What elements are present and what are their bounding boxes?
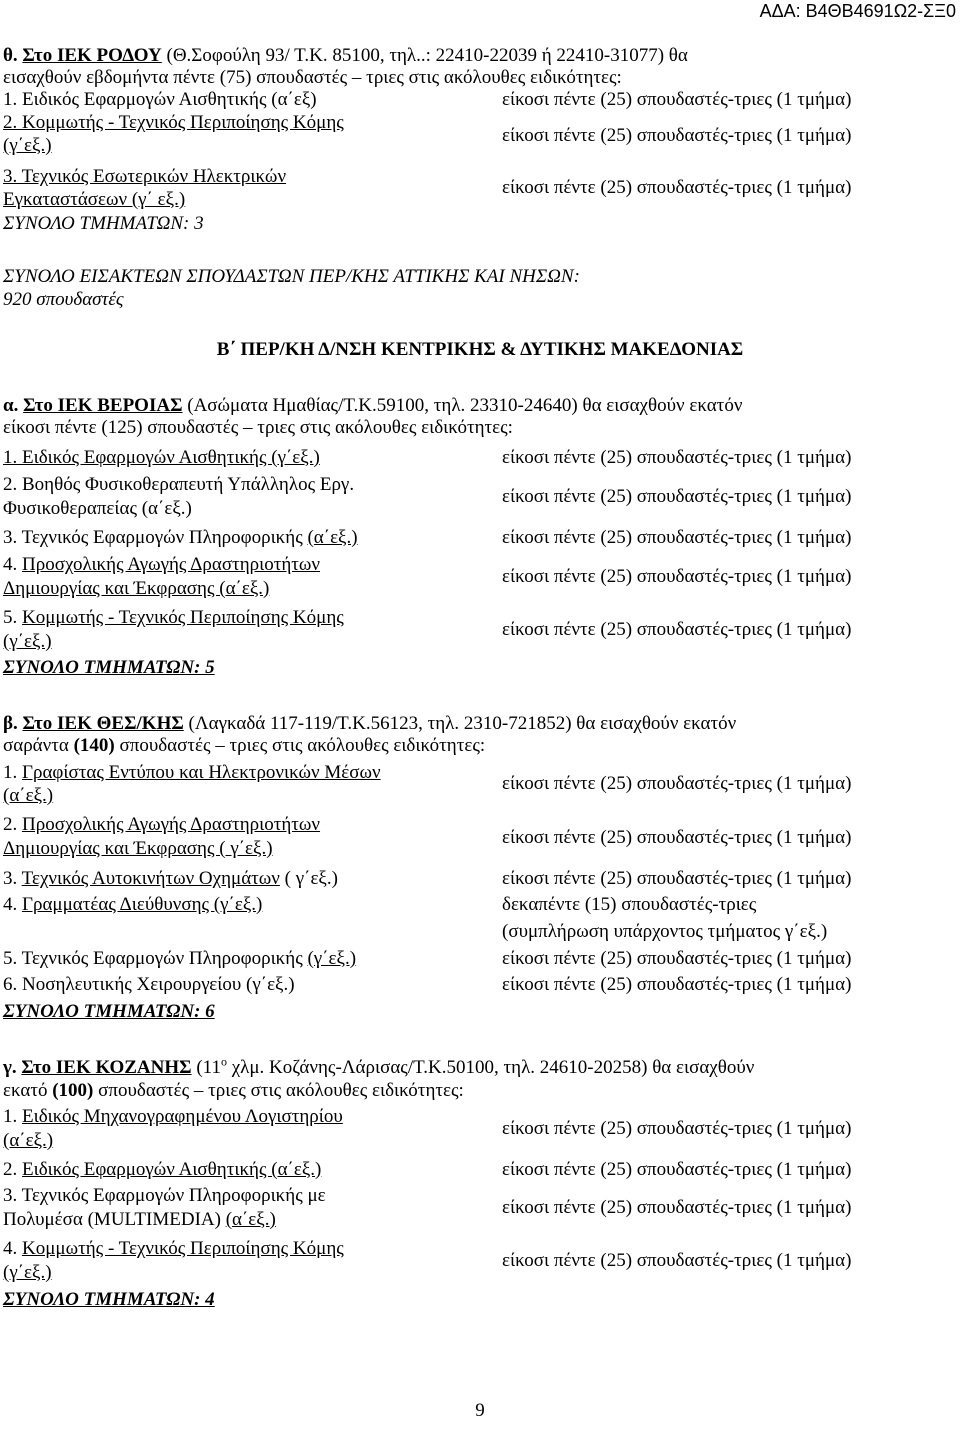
beta-intro-line2: σαράντα (140) σπουδαστές – τριες στις ακόλουθες ειδικότητες: — [3, 735, 486, 756]
beta-spec-4: 4. Γραμματέας Διεύθυνσης (γ΄εξ.) — [3, 894, 263, 915]
theta-intro-line2: εισαχθούν εβδομήντα πέντε (75) σπουδαστές – τριες στις ακόλουθες ειδικότητες: — [3, 67, 622, 88]
gamma-intro-line1: γ. Στο ΙΕΚ ΚΟΖΑΝΗΣ ($11^o$ χλμ. Κοζάνης-Λάρισας/Τ.Κ.50100, τηλ. 24610-20258) θα εισαχθούν — [3, 1054, 755, 1078]
alpha-spec-4-a: 4. Προσχολικής Αγωγής Δραστηριοτήτων — [3, 554, 321, 575]
alpha-spec-5-seats: είκοσι πέντε (25) σπουδαστές-τριες (1 τμήμα) — [502, 619, 852, 640]
gamma-spec-3-seats: είκοσι πέντε (25) σπουδαστές-τριες (1 τμήμα) — [502, 1197, 852, 1218]
alpha-spec-3: 3. Τεχνικός Εφαρμογών Πληροφορικής (α΄εξ.) — [3, 527, 358, 548]
beta-spec-4-seats-1: δεκαπέντε (15) σπουδαστές-τριες — [502, 894, 757, 915]
beta-iek-name: Στο ΙΕΚ ΘΕΣ/ΚΗΣ — [22, 713, 184, 734]
beta-spec-5: 5. Τεχνικός Εφαρμογών Πληροφορικής (γ΄εξ.) — [3, 948, 357, 969]
alpha-spec-3-seats: είκοσι πέντε (25) σπουδαστές-τριες (1 τμήμα) — [502, 527, 852, 548]
alpha-intro-line1: α. Στο ΙΕΚ ΒΕΡΟΙΑΣ (Ασώματα Ημαθίας/Τ.Κ.59100, τηλ. 23310-24640) θα εισαχθούν εκατόν — [3, 395, 743, 416]
alpha-spec-4-seats: είκοσι πέντε (25) σπουδαστές-τριες (1 τμήμα) — [502, 566, 852, 587]
theta-spec-1-seats: είκοσι πέντε (25) σπουδαστές-τριες (1 τμήμα) — [502, 89, 852, 110]
beta-spec-2-seats: είκοσι πέντε (25) σπουδαστές-τριες (1 τμήμα) — [502, 827, 852, 848]
theta-spec-3-b: Εγκαταστάσεων (γ΄ εξ.) — [3, 189, 186, 210]
beta-intro-line1: β. Στο ΙΕΚ ΘΕΣ/ΚΗΣ (Λαγκαδά 117-119/Τ.Κ.56123, τηλ. 2310-721852) θα εισαχθούν εκατόν — [3, 713, 737, 734]
alpha-total: ΣΥΝΟΛΟ ΤΜΗΜΑΤΩΝ: 5 — [3, 657, 215, 678]
gamma-spec-2-seats: είκοσι πέντε (25) σπουδαστές-τριες (1 τμήμα) — [502, 1159, 852, 1180]
gamma-spec-1-seats: είκοσι πέντε (25) σπουδαστές-τριες (1 τμήμα) — [502, 1118, 852, 1139]
beta-total: ΣΥΝΟΛΟ ΤΜΗΜΑΤΩΝ: 6 — [3, 1001, 215, 1022]
beta-spec-5-seats: είκοσι πέντε (25) σπουδαστές-τριες (1 τμήμα) — [502, 948, 852, 969]
beta-spec-1-b: (α΄εξ.) — [3, 785, 54, 806]
gamma-spec-4-seats: είκοσι πέντε (25) σπουδαστές-τριες (1 τμήμα) — [502, 1250, 852, 1271]
ada-header: ΑΔΑ: Β4ΘΒ4691Ω2-ΣΞ0 — [759, 1, 956, 21]
theta-intro-line1: θ. Στο ΙΕΚ ΡΟΔΟΥ (Θ.Σοφούλη 93/ Τ.Κ. 85100, τηλ..: 22410-22039 ή 22410-31077) θα — [3, 45, 688, 66]
theta-iek-name: Στο ΙΕΚ ΡΟΔΟΥ — [22, 45, 162, 66]
alpha-spec-1-seats: είκοσι πέντε (25) σπουδαστές-τριες (1 τμήμα) — [502, 447, 852, 468]
alpha-spec-1: 1. Ειδικός Εφαρμογών Αισθητικής (γ΄εξ.) — [3, 447, 320, 468]
beta-spec-6: 6. Νοσηλευτικής Χειρουργείου (γ΄εξ.) — [3, 974, 295, 995]
beta-spec-3-seats: είκοσι πέντε (25) σπουδαστές-τριες (1 τμήμα) — [502, 868, 852, 889]
gamma-total: ΣΥΝΟΛΟ ΤΜΗΜΑΤΩΝ: 4 — [3, 1289, 215, 1310]
theta-total: ΣΥΝΟΛΟ ΤΜΗΜΑΤΩΝ: 3 — [3, 213, 204, 234]
gamma-spec-4-b: (γ΄εξ.) — [3, 1262, 52, 1283]
gamma-spec-1-a: 1. Ειδικός Μηχανογραφημένου Λογιστηρίου — [3, 1106, 343, 1127]
alpha-spec-4-b: Δημιουργίας και Έκφρασης (α΄εξ.) — [3, 578, 270, 599]
theta-spec-2-seats: είκοσι πέντε (25) σπουδαστές-τριες (1 τμήμα) — [502, 125, 852, 146]
attica-total-line1: ΣΥΝΟΛΟ ΕΙΣΑΚΤΕΩΝ ΣΠΟΥΔΑΣΤΩΝ ΠΕΡ/ΚΗΣ ΑΤΤΙΚΗΣ ΚΑΙ ΝΗΣΩΝ: — [3, 266, 580, 287]
section-b-heading: Β΄ ΠΕΡ/ΚΗ Δ/ΝΣΗ ΚΕΝΤΡΙΚΗΣ & ΔΥΤΙΚΗΣ ΜΑΚΕΔΟΝΙΑΣ — [216, 339, 744, 360]
beta-spec-2-b: Δημιουργίας και Έκφρασης ( γ΄εξ.) — [3, 838, 273, 859]
gamma-spec-3-b: Πολυμέσα (MULTIMEDIA) (α΄εξ.) — [3, 1209, 276, 1230]
gamma-spec-1-b: (α΄εξ.) — [3, 1130, 54, 1151]
beta-spec-3: 3. Τεχνικός Αυτοκινήτων Οχημάτων ( γ΄εξ.) — [3, 868, 338, 889]
page-number: 9 — [475, 1400, 485, 1421]
beta-spec-4-seats-2: (συμπλήρωση υπάρχοντος τμήματος γ΄εξ.) — [502, 921, 828, 942]
theta-spec-3-seats: είκοσι πέντε (25) σπουδαστές-τριες (1 τμήμα) — [502, 177, 852, 198]
alpha-spec-2-seats: είκοσι πέντε (25) σπουδαστές-τριες (1 τμήμα) — [502, 486, 852, 507]
alpha-spec-2-a: 2. Βοηθός Φυσικοθεραπευτή Υπάλληλος Εργ. — [3, 474, 355, 495]
gamma-spec-4-a: 4. Κομμωτής - Τεχνικός Περιποίησης Κόμης — [3, 1238, 344, 1259]
gamma-iek-name: Στο ΙΕΚ ΚΟΖΑΝΗΣ — [21, 1057, 192, 1078]
beta-spec-1-a: 1. Γραφίστας Εντύπου και Ηλεκτρονικών Μέσων — [3, 762, 381, 783]
gamma-spec-3-a: 3. Τεχνικός Εφαρμογών Πληροφορικής με — [3, 1185, 326, 1206]
beta-spec-2-a: 2. Προσχολικής Αγωγής Δραστηριοτήτων — [3, 814, 321, 835]
alpha-spec-5-b: (γ΄εξ.) — [3, 631, 52, 652]
beta-spec-6-seats: είκοσι πέντε (25) σπουδαστές-τριες (1 τμήμα) — [502, 974, 852, 995]
alpha-spec-2-b: Φυσικοθεραπείας (α΄εξ.) — [3, 498, 192, 519]
theta-spec-2-a: 2. Κομμωτής - Τεχνικός Περιποίησης Κόμης — [3, 112, 344, 133]
beta-spec-1-seats: είκοσι πέντε (25) σπουδαστές-τριες (1 τμήμα) — [502, 773, 852, 794]
theta-spec-2-b: (γ΄εξ.) — [3, 135, 52, 156]
gamma-spec-2: 2. Ειδικός Εφαρμογών Αισθητικής (α΄εξ.) — [3, 1159, 322, 1180]
alpha-iek-name: Στο ΙΕΚ ΒΕΡΟΙΑΣ — [23, 395, 183, 416]
theta-spec-1: 1. Ειδικός Εφαρμογών Αισθητικής (α΄εξ) — [3, 89, 317, 110]
theta-spec-3-a: 3. Τεχνικός Εσωτερικών Ηλεκτρικών — [3, 166, 287, 187]
alpha-intro-line2: είκοσι πέντε (125) σπουδαστές – τριες στις ακόλουθες ειδικότητες: — [3, 417, 513, 438]
attica-total-line2: 920 σπουδαστές — [3, 289, 124, 310]
gamma-intro-line2: εκατό (100) σπουδαστές – τριες στις ακόλουθες ειδικότητες: — [3, 1080, 464, 1101]
alpha-spec-5-a: 5. Κομμωτής - Τεχνικός Περιποίησης Κόμης — [3, 607, 344, 628]
